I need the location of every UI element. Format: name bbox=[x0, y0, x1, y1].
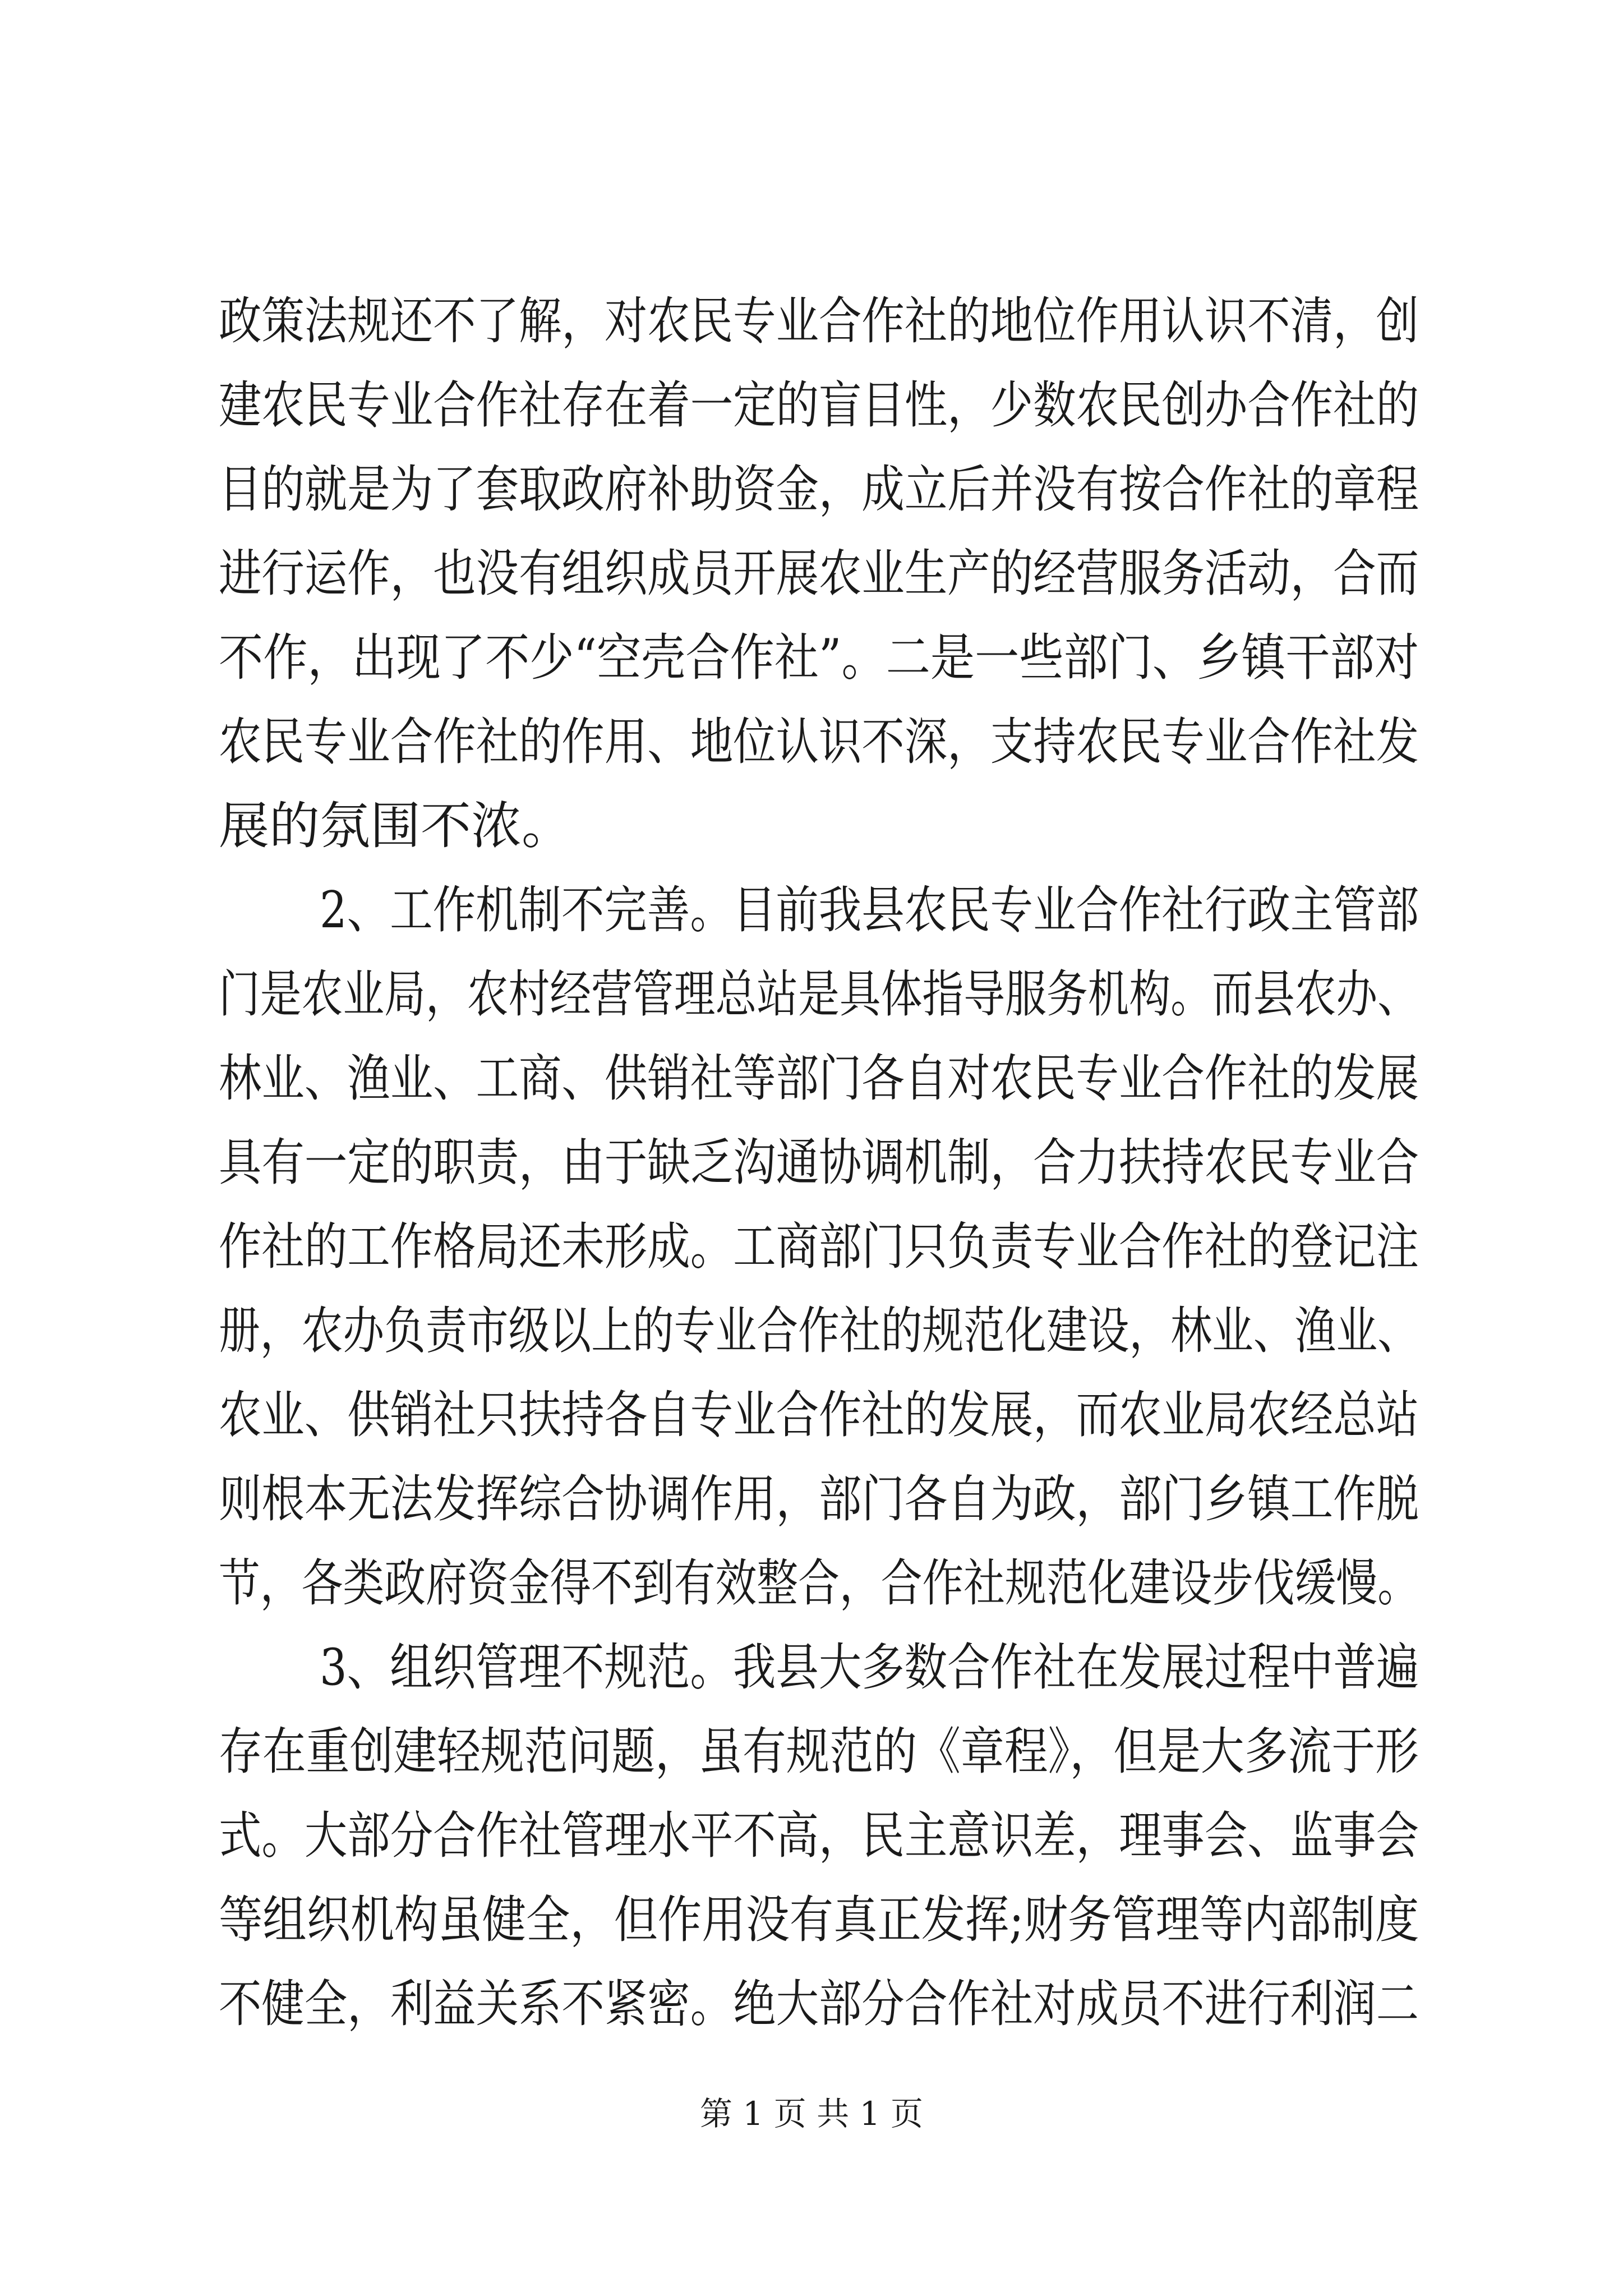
text-line: 则根本无法发挥综合协调作用，部门各自为政，部门乡镇工作脱 bbox=[219, 1470, 1419, 1529]
text-line: 作社的工作格局还未形成。工商部门只负责专业合作社的登记注 bbox=[219, 1217, 1419, 1276]
text-line: 林业、渔业、工商、供销社等部门各自对农民专业合作社的发展 bbox=[219, 1049, 1419, 1108]
paragraph-start-line: 3、组织管理不规范。我县大多数合作社在发展过程中普遍 bbox=[320, 1638, 1419, 1697]
text-line: 节，各类政府资金得不到有效整合，合作社规范化建设步伐缓慢。 bbox=[219, 1554, 1419, 1613]
page-footer: 第 1 页 共 1 页 bbox=[700, 2095, 923, 2133]
text-line: 不健全，利益关系不紧密。绝大部分合作社对成员不进行利润二 bbox=[219, 1975, 1419, 2033]
text-line: 式。大部分合作社管理水平不高，民主意识差，理事会、监事会 bbox=[219, 1806, 1419, 1865]
text-line: 目的就是为了套取政府补助资金，成立后并没有按合作社的章程 bbox=[219, 460, 1419, 519]
text-line: 不作，出现了不少“空壳合作社”。二是一些部门、乡镇干部对 bbox=[219, 628, 1419, 687]
text-line: 农业、供销社只扶持各自专业合作社的发展，而农业局农经总站 bbox=[219, 1386, 1419, 1444]
text-line: 等组织机构虽健全，但作用没有真正发挥;财务管理等内部制度 bbox=[219, 1890, 1419, 1949]
paragraph-start-line: 2、工作机制不完善。目前我县农民专业合作社行政主管部 bbox=[320, 881, 1419, 940]
text-line: 展的氛围不浓。 bbox=[219, 797, 572, 855]
text-line: 建农民专业合作社存在着一定的盲目性，少数农民创办合作社的 bbox=[219, 376, 1419, 435]
text-line: 具有一定的职责，由于缺乏沟通协调机制，合力扶持农民专业合 bbox=[219, 1133, 1419, 1192]
text-line: 册，农办负责市级以上的专业合作社的规范化建设，林业、渔业、 bbox=[219, 1301, 1419, 1360]
text-line: 进行运作，也没有组织成员开展农业生产的经营服务活动，合而 bbox=[219, 544, 1419, 603]
text-line: 政策法规还不了解，对农民专业合作社的地位作用认识不清，创 bbox=[219, 292, 1419, 351]
text-line: 存在重创建轻规范问题，虽有规范的《章程》，但是大多流于形 bbox=[219, 1722, 1419, 1781]
text-line: 农民专业合作社的作用、地位认识不深，支持农民专业合作社发 bbox=[219, 712, 1419, 771]
text-line: 门是农业局，农村经营管理总站是具体指导服务机构。而县农办、 bbox=[219, 965, 1419, 1024]
